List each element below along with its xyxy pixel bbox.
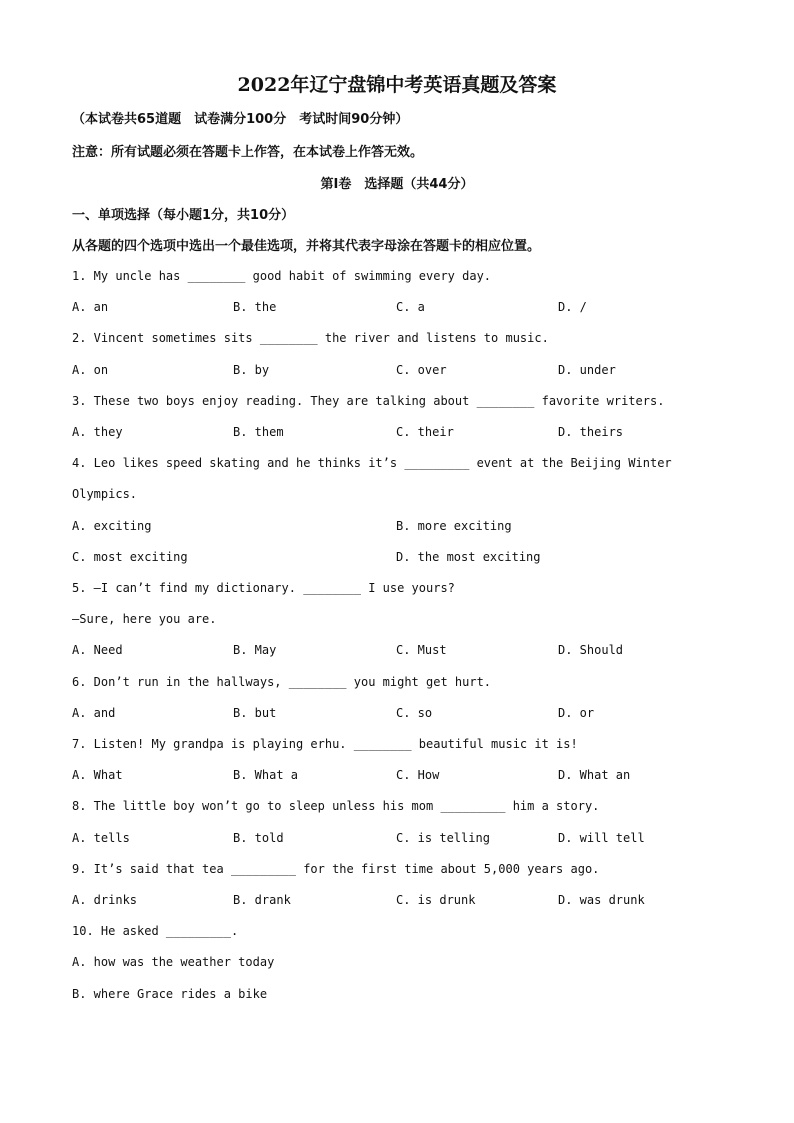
option-b: B. drank [233,893,291,907]
option-d: D. was drunk [558,893,645,907]
option-b: B. told [233,831,284,845]
question-1-stem: 1. My uncle has ________ good habit of swimming every day. [72,269,492,283]
option-c: C. is drunk [396,893,476,907]
option-b: B. but [233,706,277,720]
question-4-options-row2 [0,550,794,568]
option-b: B. What a [233,768,299,782]
question-8-stem: 8. The little boy won’t go to sleep unless his mom _________ him a story. [72,799,600,813]
question-5-reply: —Sure, here you are. [72,612,217,626]
option-c: C. over [396,363,447,377]
option-b: B. more exciting [396,519,512,533]
option-a: A. drinks [72,893,138,907]
option-b: B. May [233,643,277,657]
question-10-stem: 10. He asked _________. [72,924,239,938]
option-d: D. theirs [558,425,624,439]
option-c: C. a [396,300,425,314]
option-a: A. tells [72,831,130,845]
option-d: D. / [558,300,587,314]
question-4-options-row1 [0,519,794,537]
option-a: A. they [72,425,123,439]
question-7-options [0,768,794,786]
question-2-options [0,363,794,381]
question-9-options [0,893,794,911]
part-title: 第Ⅰ卷 选择题（共44分） [320,177,474,192]
option-b: B. by [233,363,270,377]
question-9-stem: 9. It’s said that tea _________ for the first time about 5,000 years ago. [72,862,600,876]
option-d: D. Should [558,643,624,657]
option-a: A. and [72,706,116,720]
option-c: C. their [396,425,454,439]
question-7-stem: 7. Listen! My grandpa is playing erhu. ________ beautiful music it is! [72,737,578,751]
question-3-stem: 3. These two boys enjoy reading. They are talking about ________ favorite writers. [72,394,665,408]
question-1-options [0,300,794,318]
question-4-stem-continued: Olympics. [72,487,138,501]
option-c: C. so [396,706,433,720]
option-b: B. where Grace rides a bike [72,987,268,1001]
page-title: 2022年辽宁盘锦中考英语真题及答案 [237,74,557,96]
question-5-options [0,643,794,661]
option-a: A. an [72,300,109,314]
question-6-options [0,706,794,724]
option-d: D. the most exciting [396,550,541,564]
option-a: A. What [72,768,123,782]
option-a: A. Need [72,643,123,657]
option-d: D. will tell [558,831,645,845]
option-d: D. or [558,706,595,720]
question-6-stem: 6. Don’t run in the hallways, ________ you might get hurt. [72,675,492,689]
option-c: C. Must [396,643,447,657]
option-a: A. how was the weather today [72,955,275,969]
section-title: 一、单项选择（每小题1分，共10分） [72,208,295,223]
notice: 注意：所有试题必须在答题卡上作答，在本试卷上作答无效。 [72,145,424,160]
option-c: C. How [396,768,440,782]
option-d: D. What an [558,768,631,782]
instruction: 从各题的四个选项中选出一个最佳选项，并将其代表字母涂在答题卡的相应位置。 [72,239,541,254]
option-c: C. most exciting [72,550,188,564]
question-2-stem: 2. Vincent sometimes sits ________ the river and listens to music. [72,331,549,345]
option-b: B. the [233,300,277,314]
question-8-options [0,831,794,849]
option-d: D. under [558,363,616,377]
option-b: B. them [233,425,284,439]
question-4-stem: 4. Leo likes speed skating and he thinks it’s _________ event at the Beijing Winter [72,456,672,470]
option-c: C. is telling [396,831,490,845]
option-a: A. on [72,363,109,377]
option-a: A. exciting [72,519,152,533]
question-5-stem: 5. —I can’t find my dictionary. ________ I use yours? [72,581,455,595]
exam-info: （本试卷共65道题 试卷满分100分 考试时间90分钟） [72,112,409,127]
question-3-options [0,425,794,443]
